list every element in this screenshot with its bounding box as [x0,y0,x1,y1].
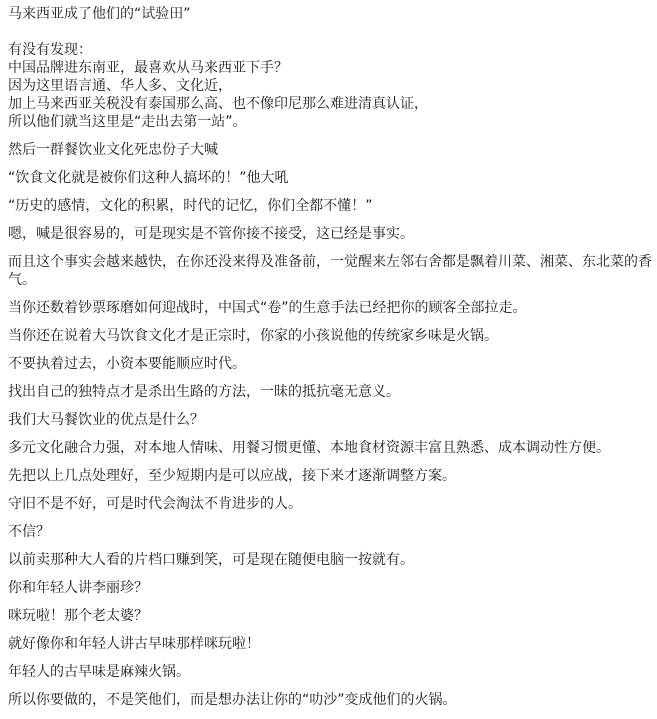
paragraph: 然后一群餐饮业文化死忠份子大喊 [8,142,218,158]
paragraph: 我们大马餐饮业的优点是什么？ [8,412,204,428]
intro-line: 加上马来西亚关税没有泰国那么高、也不像印尼那么难进清真认证， [8,96,428,112]
paragraph: 多元文化融合力强，对本地人情味、用餐习惯更懂、本地食材资源丰富且熟悉、成本调动性方便。 [8,440,610,456]
paragraph: 咪玩啦！那个老太婆？ [8,608,148,624]
document-body [8,5,654,719]
intro-line: 因为这里语言通、华人多、文化近， [8,78,232,94]
paragraph: 先把以上几点处理好，至少短期内是可以应战，接下来才逐渐调整方案。 [8,468,456,484]
intro-block [8,41,654,131]
intro-line: 中国品牌进东南亚，最喜欢从马来西亚下手？ [8,60,288,76]
paragraph: 你和年轻人讲李丽珍？ [8,580,148,596]
paragraph: 不要执着过去，小资本要能顺应时代。 [8,356,246,372]
paragraph: 找出自己的独特点才是杀出生路的方法，一昧的抵抗毫无意义。 [8,384,400,400]
paragraph: 年轻人的古早味是麻辣火锅。 [8,664,190,680]
paragraph: 不信？ [8,524,50,540]
paragraph: 而且这个事实会越来越快，在你还没来得及准备前，一觉醒来左邻右舍都是飘着川菜、湘菜、东北菜的香气。 [8,254,652,288]
paragraph: 当你还在说着大马饮食文化才是正宗时，你家的小孩说他的传统家乡味是火锅。 [8,328,498,344]
paragraph: 当你还数着钞票琢磨如何迎战时，中国式“卷”的生意手法已经把你的顾客全部拉走。 [8,300,527,316]
document-title: 马来西亚成了他们的“试验田” [8,6,191,22]
paragraph: 就好像你和年轻人讲古早味那样咪玩啦！ [8,636,260,652]
intro-line: 所以他们就当这里是“走出去第一站”。 [8,114,247,130]
paragraph: 所以你要做的，不是笑他们，而是想办法让你的“叻沙”变成他们的火锅。 [8,692,457,708]
paragraph: 以前卖那种大人看的片档口赚到笑，可是现在随便电脑一按就有。 [8,552,414,568]
paragraph: “饮食文化就是被你们这种人搞坏的！”他大吼 [8,170,289,186]
paragraph: 守旧不是不好，可是时代会淘汰不肯进步的人。 [8,496,302,512]
intro-line: 有没有发现： [8,42,92,58]
paragraph: 嗯，喊是很容易的，可是现实是不管你接不接受，这已经是事实。 [8,226,414,242]
paragraph: “历史的感情，文化的积累，时代的记忆，你们全都不懂！” [8,198,373,214]
